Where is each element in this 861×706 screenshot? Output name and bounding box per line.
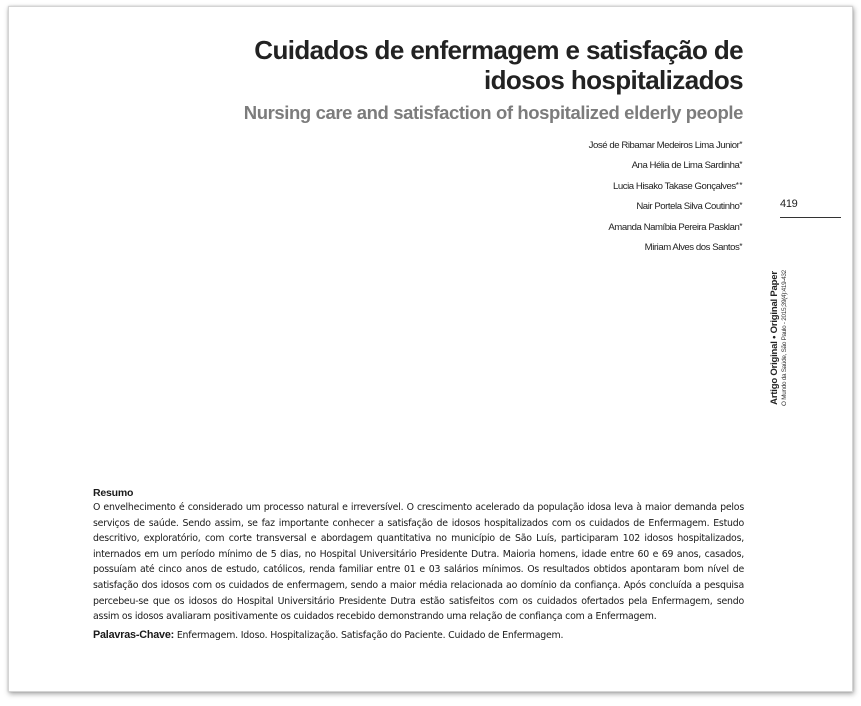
author-item (389, 196, 743, 216)
keywords-label: Palavras-Chave: (93, 628, 175, 641)
author-name: Nair Portela Silva Coutinho (636, 201, 740, 213)
author-affiliation-mark: * (739, 242, 743, 252)
article-title: Cuidados de enfermagem e satisfação de idosos hospitalizados (254, 35, 743, 95)
article-type-label: Artigo Original • Original Paper (769, 271, 780, 405)
keywords-line (93, 628, 744, 643)
journal-citation: O Mundo da Saúde, São Paulo - 2015;39(4):419-432 (781, 270, 788, 406)
keywords-text: Enfermagem. Idoso. Hospitalização. Satisfação do Paciente. Cuidado de Enfermagem. (176, 629, 564, 641)
author-item (389, 237, 743, 257)
author-affiliation-mark: * (739, 201, 743, 211)
author-list (389, 135, 743, 257)
author-name: Miriam Alves dos Santos (644, 242, 740, 254)
author-item (389, 135, 743, 155)
author-name: Lucia Hisako Takase Gonçalves (613, 180, 736, 192)
page-number: 419 (780, 198, 798, 210)
author-affiliation-mark: * (739, 160, 743, 170)
vertical-journal-label (769, 143, 791, 533)
author-item (389, 217, 743, 237)
author-item (389, 155, 743, 175)
abstract-heading: Resumo (93, 487, 134, 499)
author-name: Amanda Namíbia Pereira Pasklan (608, 221, 740, 233)
abstract-section (93, 487, 744, 643)
author-affiliation-mark: ** (735, 180, 743, 190)
document-page (8, 6, 853, 692)
author-affiliation-mark: * (739, 221, 743, 231)
author-name: José de Ribamar Medeiros Lima Junior (588, 140, 740, 151)
article-subtitle-english: Nursing care and satisfaction of hospitalized elderly people (243, 102, 743, 123)
author-item (389, 176, 743, 196)
author-name: Ana Hélia de Lima Sardinha (631, 160, 740, 172)
author-affiliation-mark: * (739, 140, 743, 149)
abstract-text: O envelhecimento é considerado um processo natural e irreversível. O crescimento acelerado da população idosa leva à maior demanda pelos serviços de saúde. Sendo assim, se faz importante conhecer a satisfação de idosos hospitalizados com os cuidados de Enfermagem. Estudo descritivo, exploratório, com corte transversal e abordagem quantitativa no município de São Luís, participaram 102 idosos hospitalizados, internados em um período mínimo de 5 dias, no Hospital Universitário Presidente Dutra. Maioria homens, idade entre 60 e 69 anos, casados, possuíam até cinco anos de estudo, católicos, renda familiar entre 01 e 03 salários mínimos. Os resultados obtidos apontaram bom nível de satisfação dos idosos com os cuidados de enfermagem, sendo a maior média relacionada ao domínio da confiança. Após concluída a pesquisa percebeu-se que os idosos do Hospital Universitário Presidente Dutra estão satisfeitos com os cuidados ofertados pela Enfermagem, sendo assim os idosos avaliaram positivamente os cuidados recebido demonstrando uma relação de confiança com a Enfermagem. (93, 502, 744, 623)
